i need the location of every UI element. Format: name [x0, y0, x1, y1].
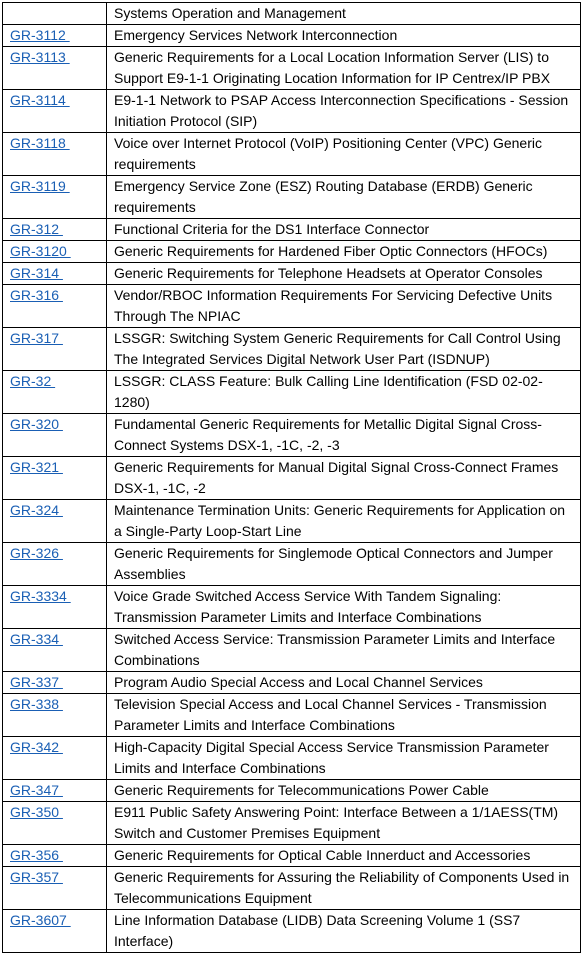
document-title-cell: Program Audio Special Access and Local Channel Services	[107, 672, 581, 694]
document-id-cell	[3, 133, 107, 176]
document-id-link[interactable]: GR-32	[10, 373, 56, 389]
document-id-cell	[3, 629, 107, 672]
document-id-link[interactable]: GR-3119	[10, 178, 70, 194]
table-row	[3, 133, 581, 176]
table-row	[3, 176, 581, 219]
table-row	[3, 780, 581, 802]
table-row	[3, 241, 581, 263]
document-title-cell: Generic Requirements for Telephone Headsets at Operator Consoles	[107, 263, 581, 285]
document-title-cell: Switched Access Service: Transmission Parameter Limits and Interface Combinations	[107, 629, 581, 672]
document-id-link[interactable]: GR-3607	[10, 912, 71, 928]
table-row	[3, 694, 581, 737]
requirements-table-body	[3, 3, 581, 953]
document-id-link[interactable]: GR-312	[10, 221, 63, 237]
document-id-link[interactable]: GR-3113	[10, 49, 70, 65]
document-title-cell: High-Capacity Digital Special Access Service Transmission Parameter Limits and Interface Combinations	[107, 737, 581, 780]
document-title-cell: Generic Requirements for Optical Cable Innerduct and Accessories	[107, 845, 581, 867]
document-id-cell	[3, 457, 107, 500]
table-row	[3, 672, 581, 694]
table-row	[3, 867, 581, 910]
document-id-cell	[3, 845, 107, 867]
table-row	[3, 500, 581, 543]
document-id-link[interactable]: GR-337	[10, 674, 63, 690]
document-id-link[interactable]: GR-317	[10, 330, 63, 346]
document-id-cell	[3, 414, 107, 457]
table-row	[3, 414, 581, 457]
document-title-cell: LSSGR: CLASS Feature: Bulk Calling Line Identification (FSD 02-02-1280)	[107, 371, 581, 414]
document-id-cell	[3, 737, 107, 780]
document-id-cell	[3, 285, 107, 328]
table-row	[3, 263, 581, 285]
document-id-cell	[3, 241, 107, 263]
document-id-cell	[3, 586, 107, 629]
document-id-link[interactable]: GR-3114	[10, 92, 70, 108]
document-title-cell: Emergency Services Network Interconnection	[107, 25, 581, 47]
document-id-link[interactable]: GR-326	[10, 545, 63, 561]
document-title-cell: Fundamental Generic Requirements for Metallic Digital Signal Cross-Connect Systems DSX-1, -1C, -2, -3	[107, 414, 581, 457]
table-row	[3, 543, 581, 586]
document-title-cell: Generic Requirements for Assuring the Reliability of Components Used in Telecommunications Equipment	[107, 867, 581, 910]
document-title-cell: Generic Requirements for Singlemode Optical Connectors and Jumper Assemblies	[107, 543, 581, 586]
document-title-cell: Line Information Database (LIDB) Data Screening Volume 1 (SS7 Interface)	[107, 910, 581, 953]
document-id-link[interactable]: GR-316	[10, 287, 63, 303]
document-id-link[interactable]: GR-3334	[10, 588, 71, 604]
table-row	[3, 457, 581, 500]
document-id-link[interactable]: GR-338	[10, 696, 63, 712]
table-row	[3, 586, 581, 629]
document-title-cell: Systems Operation and Management	[107, 3, 581, 25]
document-id-cell	[3, 694, 107, 737]
table-row	[3, 47, 581, 90]
document-title-cell: Emergency Service Zone (ESZ) Routing Database (ERDB) Generic requirements	[107, 176, 581, 219]
document-id-cell	[3, 780, 107, 802]
document-title-cell: Voice over Internet Protocol (VoIP) Positioning Center (VPC) Generic requirements	[107, 133, 581, 176]
document-title-cell: E911 Public Safety Answering Point: Interface Between a 1/1AESS(TM) Switch and Customer Premises Equipment	[107, 802, 581, 845]
table-row	[3, 328, 581, 371]
document-title-cell: Generic Requirements for Manual Digital Signal Cross-Connect Frames DSX-1, -1C, -2	[107, 457, 581, 500]
document-id-cell	[3, 47, 107, 90]
document-id-cell	[3, 910, 107, 953]
document-id-link[interactable]: GR-342	[10, 739, 63, 755]
table-row	[3, 371, 581, 414]
document-id-cell	[3, 176, 107, 219]
document-id-link[interactable]: GR-357	[10, 869, 63, 885]
document-title-cell: Maintenance Termination Units: Generic Requirements for Application on a Single-Party Loop-Start Line	[107, 500, 581, 543]
table-row	[3, 3, 581, 25]
document-title-cell: Television Special Access and Local Channel Services - Transmission Parameter Limits and Interface Combinations	[107, 694, 581, 737]
document-id-cell	[3, 867, 107, 910]
document-id-link[interactable]: GR-3118	[10, 135, 70, 151]
table-row	[3, 25, 581, 47]
document-id-cell	[3, 802, 107, 845]
document-id-cell	[3, 3, 107, 25]
document-title-cell: Functional Criteria for the DS1 Interface Connector	[107, 219, 581, 241]
document-id-link[interactable]: GR-3120	[10, 243, 71, 259]
table-row	[3, 737, 581, 780]
requirements-table	[2, 2, 581, 953]
table-row	[3, 629, 581, 672]
document-id-link[interactable]: GR-324	[10, 502, 63, 518]
document-id-link[interactable]: GR-320	[10, 416, 63, 432]
table-row	[3, 802, 581, 845]
document-id-link[interactable]: GR-356	[10, 847, 63, 863]
document-id-cell	[3, 500, 107, 543]
document-title-cell: LSSGR: Switching System Generic Requirements for Call Control Using The Integrated Services Digital Network User Part (ISDNUP)	[107, 328, 581, 371]
table-row	[3, 285, 581, 328]
document-title-cell: Generic Requirements for a Local Location Information Server (LIS) to Support E9-1-1 Originating Location Information for IP Centrex/IP PBX	[107, 47, 581, 90]
document-id-cell	[3, 263, 107, 285]
document-id-link[interactable]: GR-347	[10, 782, 63, 798]
document-title-cell: E9-1-1 Network to PSAP Access Interconnection Specifications - Session Initiation Protocol (SIP)	[107, 90, 581, 133]
table-row	[3, 219, 581, 241]
document-title-cell: Voice Grade Switched Access Service With Tandem Signaling: Transmission Parameter Limits and Interface Combinations	[107, 586, 581, 629]
table-row	[3, 910, 581, 953]
document-title-cell: Vendor/RBOC Information Requirements For Servicing Defective Units Through The NPIAC	[107, 285, 581, 328]
document-id-cell	[3, 219, 107, 241]
document-id-link[interactable]: GR-314	[10, 265, 63, 281]
document-title-cell: Generic Requirements for Hardened Fiber Optic Connectors (HFOCs)	[107, 241, 581, 263]
document-id-cell	[3, 371, 107, 414]
document-id-cell	[3, 543, 107, 586]
document-id-cell	[3, 328, 107, 371]
document-id-link[interactable]: GR-321	[10, 459, 63, 475]
document-id-cell	[3, 25, 107, 47]
table-row	[3, 90, 581, 133]
document-id-cell	[3, 672, 107, 694]
document-id-link[interactable]: GR-350	[10, 804, 63, 820]
document-id-cell	[3, 90, 107, 133]
document-id-link[interactable]: GR-334	[10, 631, 63, 647]
table-row	[3, 845, 581, 867]
document-id-link[interactable]: GR-3112	[10, 27, 70, 43]
document-title-cell: Generic Requirements for Telecommunications Power Cable	[107, 780, 581, 802]
